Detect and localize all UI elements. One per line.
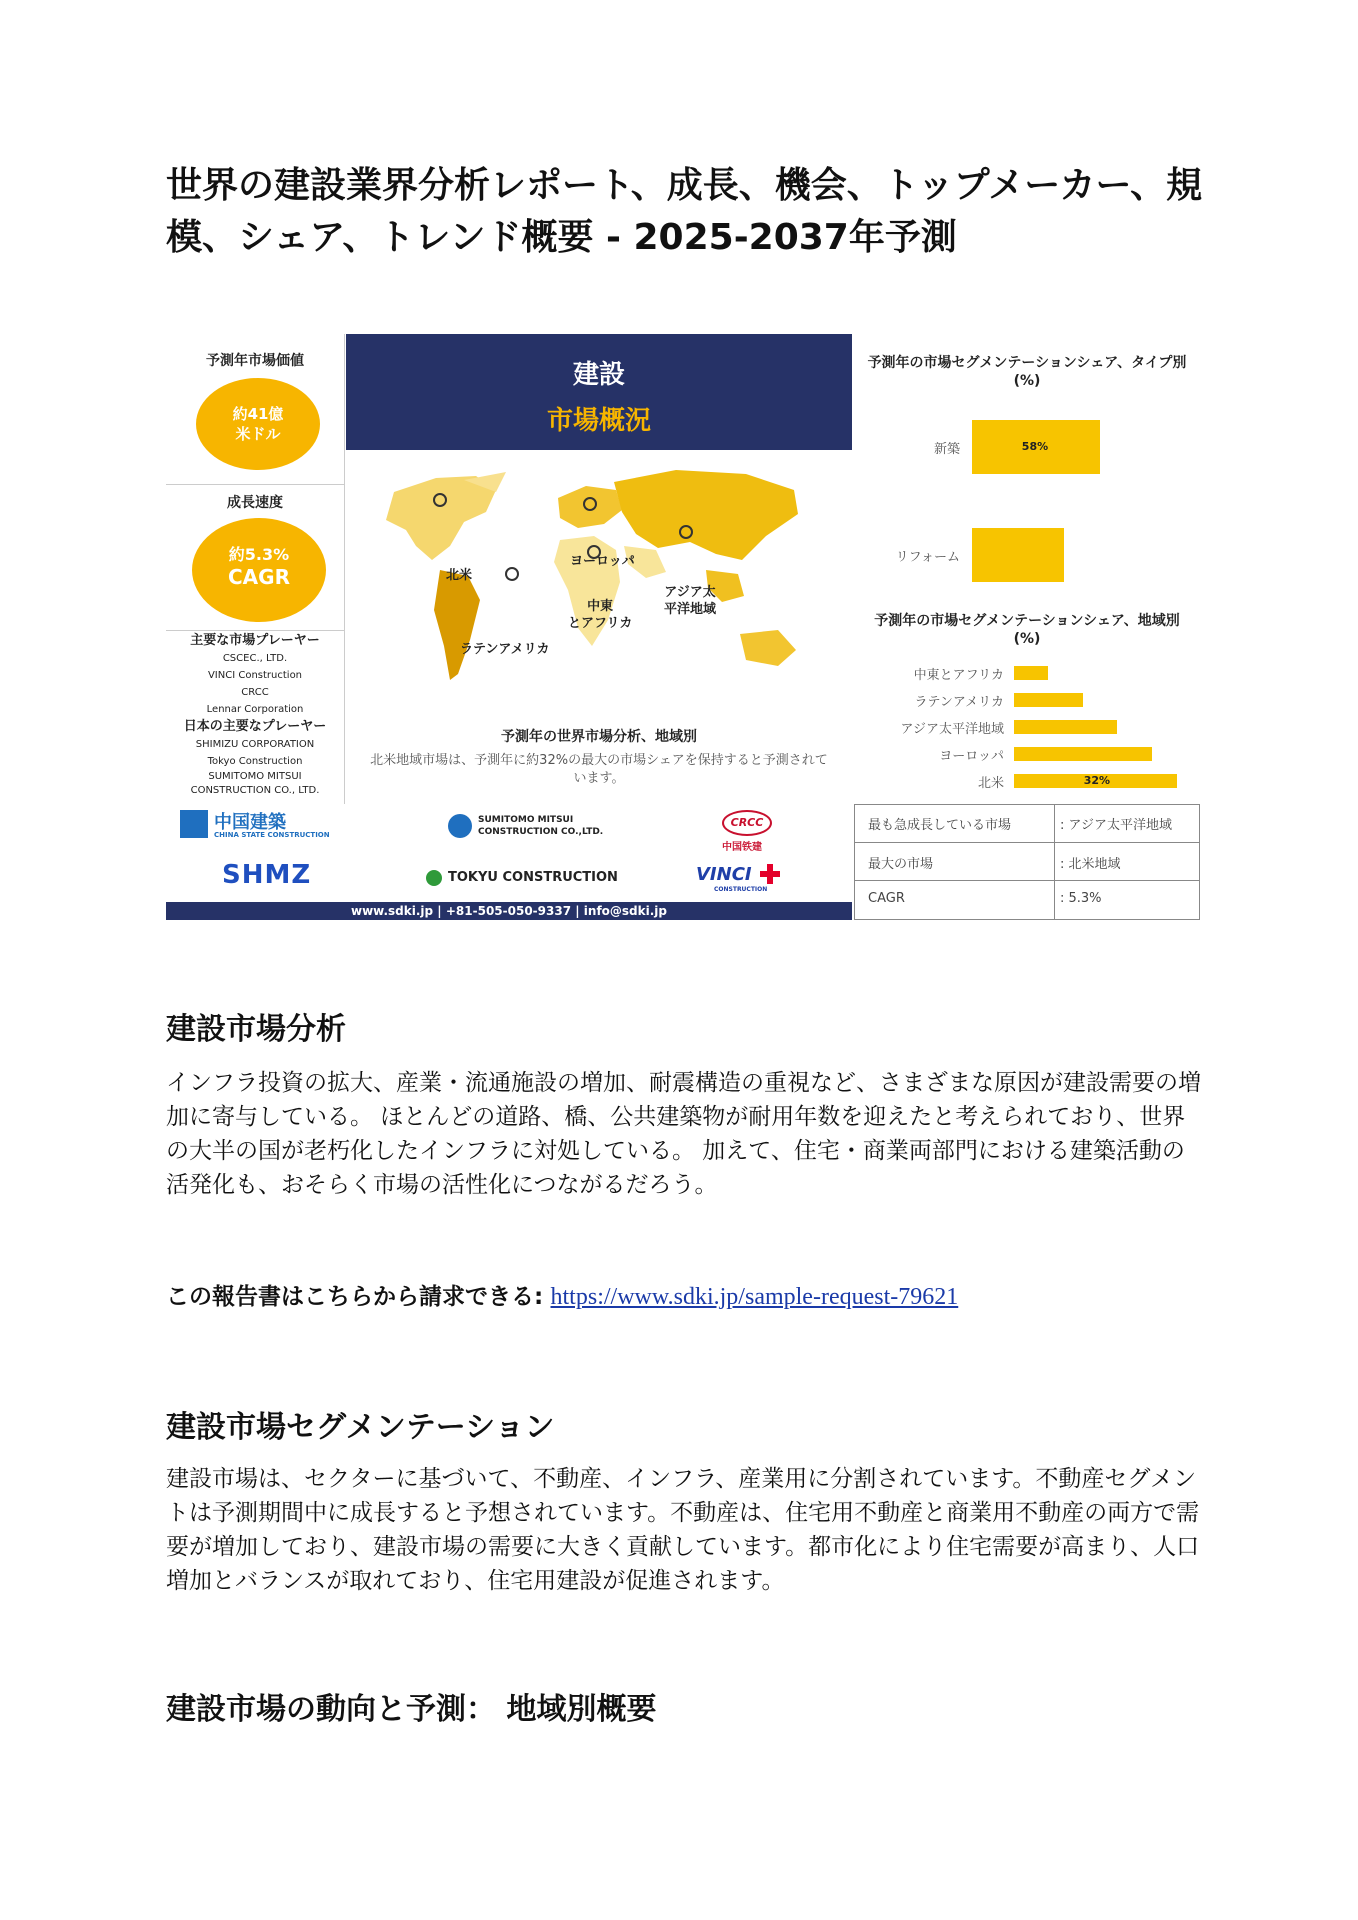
- growth-label: 成長速度: [227, 495, 283, 511]
- stat-value: : 北米地域: [1060, 857, 1121, 872]
- map-label-north-america: 北米: [446, 568, 473, 583]
- logo-strip: [166, 804, 852, 902]
- contact-footer: www.sdki.jp | +81-505-050-9337 | info@sdki.jp: [166, 902, 852, 920]
- crcc-logo-subtext: 中国铁建: [722, 842, 762, 853]
- type-bar: [972, 528, 1064, 582]
- market-value-circle: [196, 378, 320, 470]
- tokyu-logo-text: TOKYU CONSTRUCTION: [448, 870, 618, 885]
- infographic-right-panel: [854, 334, 1200, 804]
- sample-request-link[interactable]: https://www.sdki.jp/sample-request-79621: [550, 1284, 959, 1310]
- segmentation-heading: 建設市場セグメンテーション: [166, 1410, 555, 1445]
- cscec-logo-subtext: CHINA STATE CONSTRUCTION: [214, 831, 330, 839]
- sample-request-line: [166, 1278, 958, 1311]
- tokyu-logo-icon: [426, 870, 442, 886]
- growth-unit: CAGR: [228, 565, 290, 589]
- stat-value: : アジア太平洋地域: [1060, 818, 1172, 833]
- type-bar-label: リフォーム: [895, 550, 960, 565]
- map-label-asia-pacific: アジア太 平洋地域: [664, 585, 717, 617]
- region-chart-heading: 予測年の市場セグメンテーションシェア、地域別 (%): [874, 613, 1180, 647]
- type-bar-label: 新築: [933, 442, 960, 457]
- page-title: 世界の建設業界分析レポート、成長、機会、トップメーカー、規模、シェア、トレンド概要 - 2025-2037年予測: [166, 165, 1203, 258]
- stat-value: : 5.3%: [1060, 891, 1102, 906]
- map-label-europe: ヨーロッパ: [570, 554, 635, 569]
- region-bar-label: アジア太平洋地域: [900, 722, 1004, 737]
- map-label-latin-america: ラテンアメリカ: [460, 642, 550, 657]
- market-value-label: 予測年市場価値: [206, 353, 304, 369]
- region-bar-label: 北米: [977, 776, 1004, 791]
- map-caption: 予測年の世界市場分析、地域別: [501, 729, 697, 745]
- crcc-logo-text: CRCC: [722, 810, 772, 836]
- stats-row: [854, 804, 1200, 842]
- region-bar-label: ヨーロッパ: [939, 749, 1004, 764]
- stat-key: 最大の市場: [868, 857, 934, 872]
- players-list: [166, 632, 344, 798]
- map-note: 北米地域市場は、予測年に約32%の最大の市場シェアを保持すると予測されています。: [370, 753, 828, 786]
- sumitomo-logo-icon: [448, 814, 472, 838]
- infographic-left-panel: [166, 334, 345, 804]
- overview-banner: [346, 334, 852, 450]
- type-bar-value: 58%: [1021, 440, 1049, 453]
- stats-row: [854, 842, 1200, 881]
- player-item: Lennar Corporation: [206, 704, 304, 715]
- vinci-logo-subtext: CONSTRUCTION: [714, 886, 768, 893]
- analysis-body: インフラ投資の拡大、産業・流通施設の増加、耐震構造の重視など、さまざまな原因が建設需要の増加に寄与している。 ほとんどの道路、橋、公共建築物が耐用年数を迎えたと考えられており、世界の大半の国が老朽化したインフラに対処している。 加えて、住宅・商業両部門における建築活動の活発化も、おそらく市場の活性化につながるだろう。: [166, 1070, 1201, 1198]
- stats-table: [854, 804, 1200, 920]
- stats-row: [854, 880, 1200, 919]
- pin-icon: [506, 568, 518, 580]
- stat-key: CAGR: [868, 891, 905, 906]
- region-bar: [1014, 666, 1048, 680]
- analysis-heading: 建設市場分析: [166, 1012, 346, 1047]
- cscec-logo-text: 中国建築: [214, 812, 286, 833]
- growth-circle: [192, 518, 326, 622]
- player-item: CRCC: [241, 687, 269, 698]
- player-item: VINCI Construction: [207, 670, 303, 681]
- request-label: この報告書はこちらから請求できる:: [166, 1284, 544, 1310]
- jp-player-item: SUMITOMO MITSUI: [208, 771, 302, 782]
- region-bar: [1014, 747, 1152, 761]
- jp-player-item: SHIMIZU CORPORATION: [195, 739, 315, 750]
- region-bar-label: 中東とアフリカ: [913, 668, 1004, 683]
- region-bar-value: 32%: [1083, 774, 1111, 787]
- banner-subtitle: 市場概況: [546, 406, 651, 436]
- infographic-center-panel: [346, 334, 852, 804]
- shimizu-logo-text: SHMZ: [222, 860, 312, 890]
- stat-key: 最も急成長している市場: [868, 818, 1012, 833]
- players-heading: 主要な市場プレーヤー: [190, 633, 320, 648]
- map-label-middle-east-africa: 中東 とアフリカ: [568, 599, 633, 631]
- jp-player-item: Tokyo Construction: [207, 756, 303, 767]
- segmentation-body: 建設市場は、セクターに基づいて、不動産、インフラ、産業用に分割されています。不動産セグメントは予測期間中に成長すると予想されています。不動産は、住宅用不動産と商業用不動産の両方で需要が増加しており、建設市場の需要に大きく貢献しています。都市化により住宅需要が高まり、人口増加とバランスが取れており、住宅用建設が促進されます。: [166, 1466, 1200, 1594]
- growth-value: 約5.3%: [228, 545, 290, 564]
- vinci-logo-text: VINCI: [696, 864, 752, 885]
- region-bar-label: ラテンアメリカ: [914, 695, 1004, 710]
- type-chart-heading: 予測年の市場セグメンテーションシェア、タイプ別 (%): [867, 355, 1187, 389]
- player-item: CSCEC., LTD.: [222, 653, 288, 664]
- market-infographic: [166, 334, 1200, 920]
- region-bar: [1014, 693, 1083, 707]
- sumitomo-logo-text: SUMITOMO MITSUI CONSTRUCTION CO.,LTD.: [478, 815, 604, 837]
- trend-heading: 建設市場の動向と予測： 地域別概要: [166, 1692, 657, 1727]
- world-map: [346, 450, 852, 720]
- vinci-logo-icon: [760, 864, 780, 884]
- divider: [166, 484, 344, 485]
- region-bar: [1014, 720, 1117, 734]
- banner-title: 建設: [572, 360, 625, 390]
- cscec-logo-icon: [180, 810, 208, 838]
- jp-players-heading: 日本の主要なプレーヤー: [183, 719, 327, 734]
- market-value: 約41億 米ドル: [232, 405, 284, 443]
- divider: [166, 630, 344, 631]
- jp-player-item: CONSTRUCTION CO., LTD.: [190, 785, 320, 796]
